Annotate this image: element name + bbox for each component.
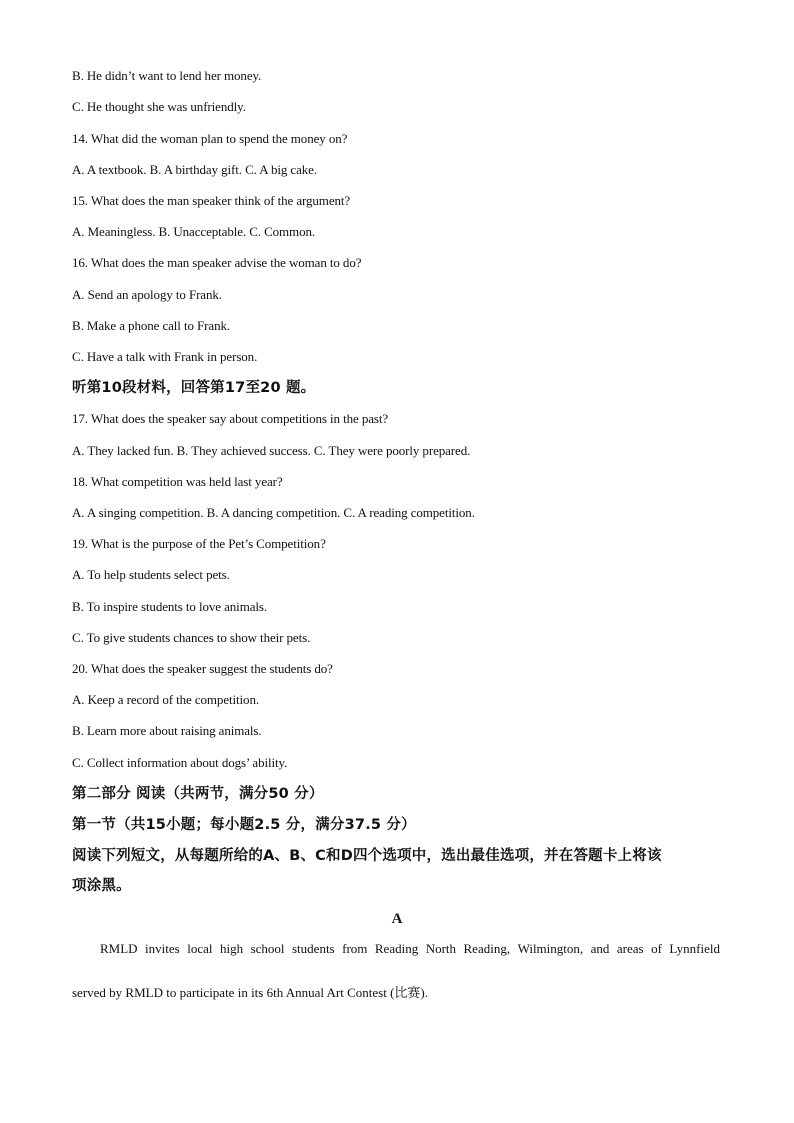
passage-word: North	[425, 941, 457, 956]
options-18: A. A singing competition. B. A dancing competition. C. A reading competition.	[72, 505, 475, 520]
question-17: 17. What does the speaker say about competitions in the past?	[72, 411, 389, 426]
passage-word: from	[342, 941, 368, 956]
passage-word: local	[187, 941, 213, 956]
question-16: 16. What does the man speaker advise the woman to do?	[72, 255, 362, 270]
option-19a: A. To help students select pets.	[72, 567, 230, 582]
section-one-heading: 第一节（共15小题；每小题2.5 分，满分37.5 分）	[72, 817, 416, 833]
passage-word: RMLD	[100, 941, 138, 956]
passage-word: of	[651, 941, 662, 956]
options-17: A. They lacked fun. B. They achieved success. C. They were poorly prepared.	[72, 443, 471, 458]
option-16b: B. Make a phone call to Frank.	[72, 318, 231, 333]
passage-word: areas	[616, 941, 644, 956]
instruction-line-2: 项涂黑。	[72, 878, 131, 894]
options-15: A. Meaningless. B. Unacceptable. C. Common.	[72, 224, 316, 239]
passage-word: Reading,	[463, 941, 511, 956]
passage-word: and	[590, 941, 610, 956]
passage-word: Reading	[374, 941, 419, 956]
passage-line-1-words	[100, 941, 720, 957]
passage-word: Lynnfield	[669, 941, 720, 956]
option-19c: C. To give students chances to show their pets.	[72, 630, 311, 645]
option-16a: A. Send an apology to Frank.	[72, 287, 222, 302]
option-16c: C. Have a talk with Frank in person.	[72, 349, 258, 364]
passage-word: students	[292, 941, 335, 956]
part-two-heading: 第二部分 阅读（共两节，满分50 分）	[72, 786, 324, 802]
option-19b: B. To inspire students to love animals.	[72, 599, 267, 614]
passage-word: school	[250, 941, 285, 956]
options-14: A. A textbook. B. A birthday gift. C. A big cake.	[72, 162, 317, 177]
option-13c: C. He thought she was unfriendly.	[72, 99, 246, 114]
question-15: 15. What does the man speaker think of the argument?	[72, 193, 351, 208]
instruction-line-1: 阅读下列短文，从每题所给的A、B、C和D四个选项中，选出最佳选项，并在答题卡上将该	[72, 848, 662, 864]
passage-paragraph-line-1	[72, 941, 720, 957]
passage-word: high	[219, 941, 244, 956]
passage-paragraph-line-2: served by RMLD to participate in its 6th Annual Art Contest (比赛).	[72, 985, 429, 1000]
passage-word: invites	[145, 941, 180, 956]
option-20b: B. Learn more about raising animals.	[72, 723, 262, 738]
question-19: 19. What is the purpose of the Pet’s Competition?	[72, 536, 326, 551]
question-14: 14. What did the woman plan to spend the money on?	[72, 131, 348, 146]
option-20a: A. Keep a record of the competition.	[72, 692, 259, 707]
question-20: 20. What does the speaker suggest the students do?	[72, 661, 333, 676]
passage-word: Wilmington,	[517, 941, 584, 956]
option-13b: B. He didn’t want to lend her money.	[72, 68, 262, 83]
passage-title: A	[391, 911, 403, 927]
option-20c: C. Collect information about dogs’ ability.	[72, 755, 288, 770]
question-18: 18. What competition was held last year?	[72, 474, 283, 489]
section-heading-material-10: 听第10段材料，回答第17至20 题。	[72, 380, 316, 396]
